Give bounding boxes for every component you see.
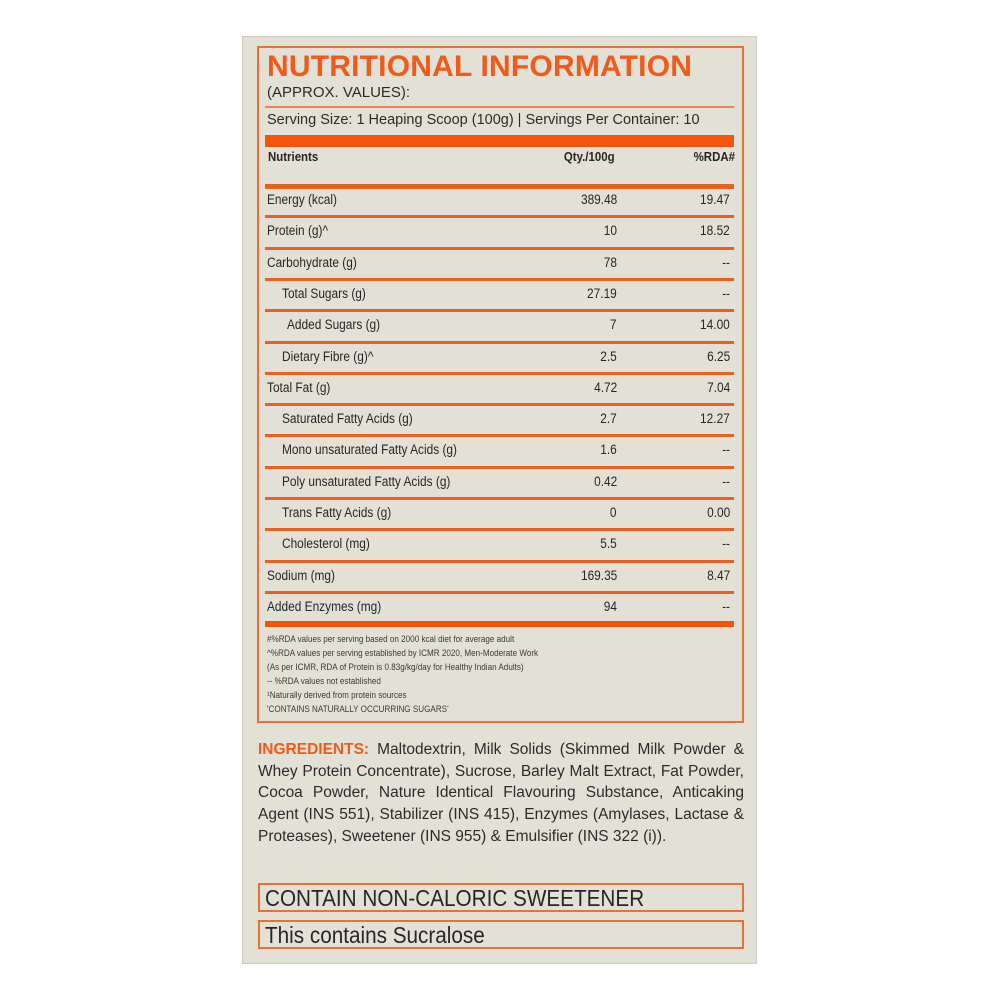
table-top-divider [265, 184, 734, 189]
nutrient-qty: 10 [603, 223, 617, 239]
nutrition-subtitle: (APPROX. VALUES): [267, 84, 411, 101]
nutrient-qty: 27.19 [587, 285, 617, 301]
nutrient-name: Saturated Fatty Acids (g) [282, 411, 413, 427]
nutrient-qty: 4.72 [593, 379, 617, 395]
nutrient-qty: 389.48 [580, 192, 617, 207]
nutrient-rda: 12.27 [700, 411, 730, 427]
nutrient-name: Added Sugars (g) [287, 317, 381, 333]
notice-sucralose-text: This contains Sucralose [265, 922, 485, 948]
row-divider [265, 372, 734, 375]
nutrient-name: Trans Fatty Acids (g) [282, 505, 392, 520]
ingredients-list: Maltodextrin, Milk Solids (Skimmed Milk Powder & Whey Protein Concentrate), Sucrose, Barley Malt Extract, Fat Powder, Cocoa Powder, Nature Identical Flavouring Substance, Anticaking Agent (INS 551), Stabilizer (INS 415), Enzymes (Amylases, Lactase & Proteases), Sweetener (INS 955) & Emulsifier (INS 322 (i)). [258, 741, 744, 845]
nutrient-qty: 94 [603, 598, 617, 614]
nutrient-rda: -- [722, 254, 730, 270]
nutrient-qty: 1.6 [600, 442, 617, 458]
nutrient-name: Cholesterol (mg) [282, 536, 370, 552]
row-divider [265, 560, 734, 563]
row-divider [265, 341, 734, 344]
ingredients-label: INGREDIENTS: [258, 741, 370, 758]
nutrient-name: Total Fat (g) [267, 379, 331, 395]
nutrient-qty: 0.42 [593, 473, 617, 489]
row-divider [265, 215, 734, 218]
notice-sucralose [258, 920, 744, 949]
divider [265, 106, 734, 108]
row-divider [265, 466, 734, 469]
nutrient-qty: 5.5 [600, 536, 617, 552]
nutrient-name: Added Enzymes (mg) [267, 598, 382, 614]
nutrient-name: Carbohydrate (g) [267, 254, 357, 270]
nutrient-name: Total Sugars (g) [282, 285, 366, 301]
nutrient-rda: 7.04 [706, 379, 730, 395]
nutrient-rda: 19.47 [700, 192, 730, 207]
nutrient-qty: 169.35 [580, 567, 617, 583]
nutrient-name: Sodium (mg) [267, 567, 336, 583]
table-bottom-divider [265, 621, 734, 627]
nutrient-name: Dietary Fibre (g)^ [282, 348, 374, 364]
footnote: ¹Naturally derived from protein sources [267, 690, 407, 700]
nutrient-name: Mono unsaturated Fatty Acids (g) [282, 442, 457, 458]
nutrient-rda: 18.52 [700, 223, 730, 239]
header-nutrients: Nutrients [268, 149, 319, 164]
footnote: 'CONTAINS NATURALLY OCCURRING SUGARS' [267, 704, 449, 714]
row-divider [265, 278, 734, 281]
nutrition-title: NUTRITIONAL INFORMATION [267, 50, 693, 83]
nutrient-qty: 7 [610, 317, 617, 333]
header-bar [265, 135, 734, 147]
row-divider [265, 247, 734, 250]
nutrient-rda: 6.25 [706, 348, 730, 364]
nutrient-rda: -- [722, 598, 730, 614]
nutrient-rda: -- [722, 536, 730, 552]
nutrient-rda: -- [722, 473, 730, 489]
row-divider [265, 403, 734, 406]
footnote: -- %RDA values not established [267, 676, 381, 686]
footnote: #%RDA values per serving based on 2000 kcal diet for average adult [267, 634, 515, 644]
header-qty: Qty./100g [564, 149, 615, 164]
header-rda: %RDA# [693, 149, 735, 164]
nutrient-rda: -- [722, 285, 730, 301]
row-divider [265, 497, 734, 500]
footnote: (As per ICMR, RDA of Protein is 0.83g/kg/day for Healthy Indian Adults) [267, 662, 524, 672]
ingredients-text [258, 739, 744, 848]
nutrient-name: Protein (g)^ [267, 223, 329, 239]
footnote: ^%RDA values per serving established by ICMR 2020, Men-Moderate Work [267, 648, 539, 658]
nutrient-qty: 0 [610, 505, 617, 520]
serving-info: Serving Size: 1 Heaping Scoop (100g) | Servings Per Container: 10 [267, 112, 700, 128]
row-divider [265, 591, 734, 594]
nutrient-rda: -- [722, 442, 730, 458]
nutrient-name: Energy (kcal) [267, 192, 337, 207]
notice-sweetener-text: CONTAIN NON-CALORIC SWEETENER [265, 885, 645, 911]
row-divider [265, 528, 734, 531]
nutrient-qty: 2.5 [600, 348, 617, 364]
nutrient-rda: 0.00 [706, 505, 730, 520]
nutrient-qty: 78 [603, 254, 617, 270]
notice-sweetener [258, 883, 744, 912]
row-divider [265, 434, 734, 437]
row-divider [265, 309, 734, 312]
nutrient-qty: 2.7 [600, 411, 617, 427]
nutrient-name: Poly unsaturated Fatty Acids (g) [282, 473, 451, 489]
nutrient-rda: 8.47 [706, 567, 730, 583]
nutrient-rda: 14.00 [700, 317, 730, 333]
